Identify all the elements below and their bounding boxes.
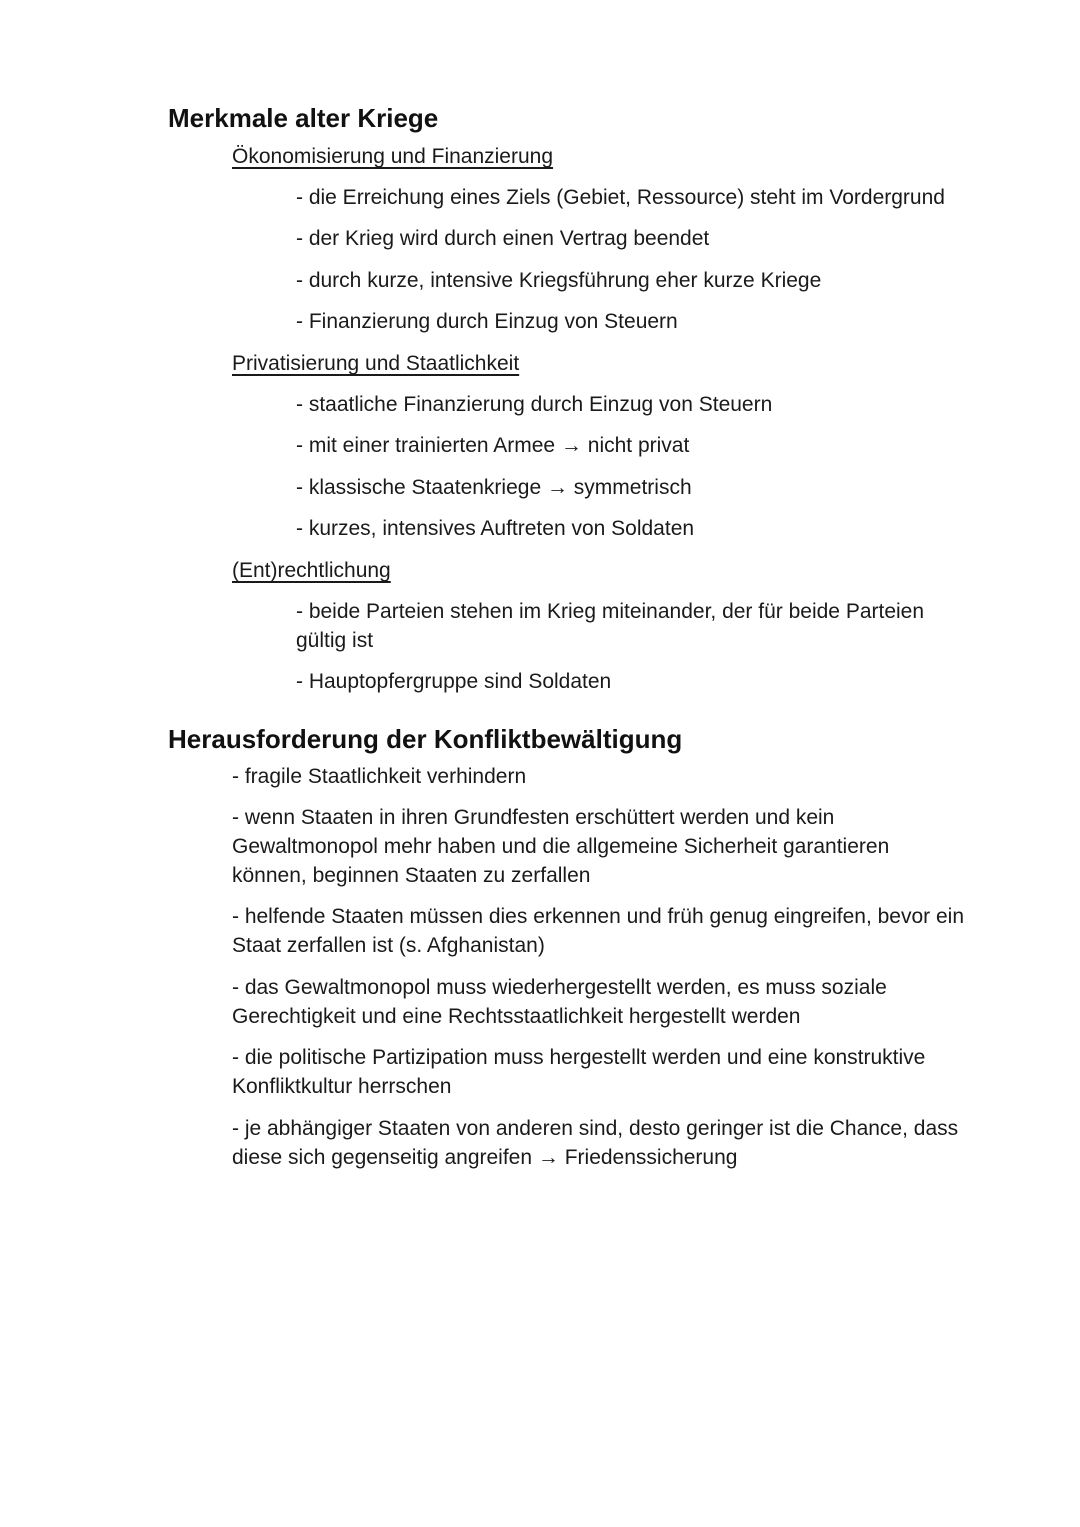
list-item: - staatliche Finanzierung durch Einzug von Steuern xyxy=(296,393,773,416)
list-item: - beide Parteien stehen im Krieg miteinander, der für beide Parteien gültig ist xyxy=(296,600,925,652)
list-item: - kurzes, intensives Auftreten von Soldaten xyxy=(296,517,695,540)
section-title-merkmale-alter-kriege: Merkmale alter Kriege xyxy=(168,103,439,133)
list-item: - Finanzierung durch Einzug von Steuern xyxy=(296,310,678,333)
subheading-entrechtlichung: (Ent)rechtlichung xyxy=(232,559,391,582)
subheading-privatisierung: Privatisierung und Staatlichkeit xyxy=(232,352,520,375)
list-item: - wenn Staaten in ihren Grundfesten erschüttert werden und kein Gewaltmonopol mehr haben und die allgemeine Sicherheit garantieren können, beginnen Staaten zu zerfallen xyxy=(232,806,890,887)
list-item: - der Krieg wird durch einen Vertrag beendet xyxy=(296,227,710,250)
list-item: - fragile Staatlichkeit verhindern xyxy=(232,765,527,788)
list-item: - je abhängiger Staaten von anderen sind, desto geringer ist die Chance, dass diese sich gegenseitig angreifen → Friedenssicherung xyxy=(232,1117,959,1169)
list-item: - Hauptopfergruppe sind Soldaten xyxy=(296,670,612,693)
subheading-oekonomisierung: Ökonomisierung und Finanzierung xyxy=(232,145,554,168)
list-item: - die Erreichung eines Ziels (Gebiet, Ressource) steht im Vordergrund xyxy=(296,186,945,209)
list-item: - durch kurze, intensive Kriegsführung eher kurze Kriege xyxy=(296,269,822,292)
list-item: - helfende Staaten müssen dies erkennen und früh genug eingreifen, bevor ein Staat zerfallen ist (s. Afghanistan) xyxy=(232,905,965,957)
section-title-konfliktbewaeltigung: Herausforderung der Konfliktbewältigung xyxy=(168,724,683,754)
list-item: - mit einer trainierten Armee → nicht privat xyxy=(296,434,690,457)
list-item: - klassische Staatenkriege → symmetrisch xyxy=(296,476,692,499)
list-item: - das Gewaltmonopol muss wiederhergestellt werden, es muss soziale Gerechtigkeit und eine Rechtsstaatlichkeit hergestellt werden xyxy=(232,976,887,1028)
list-item: - die politische Partizipation muss hergestellt werden und eine konstruktive Konfliktkultur herrschen xyxy=(232,1046,926,1098)
